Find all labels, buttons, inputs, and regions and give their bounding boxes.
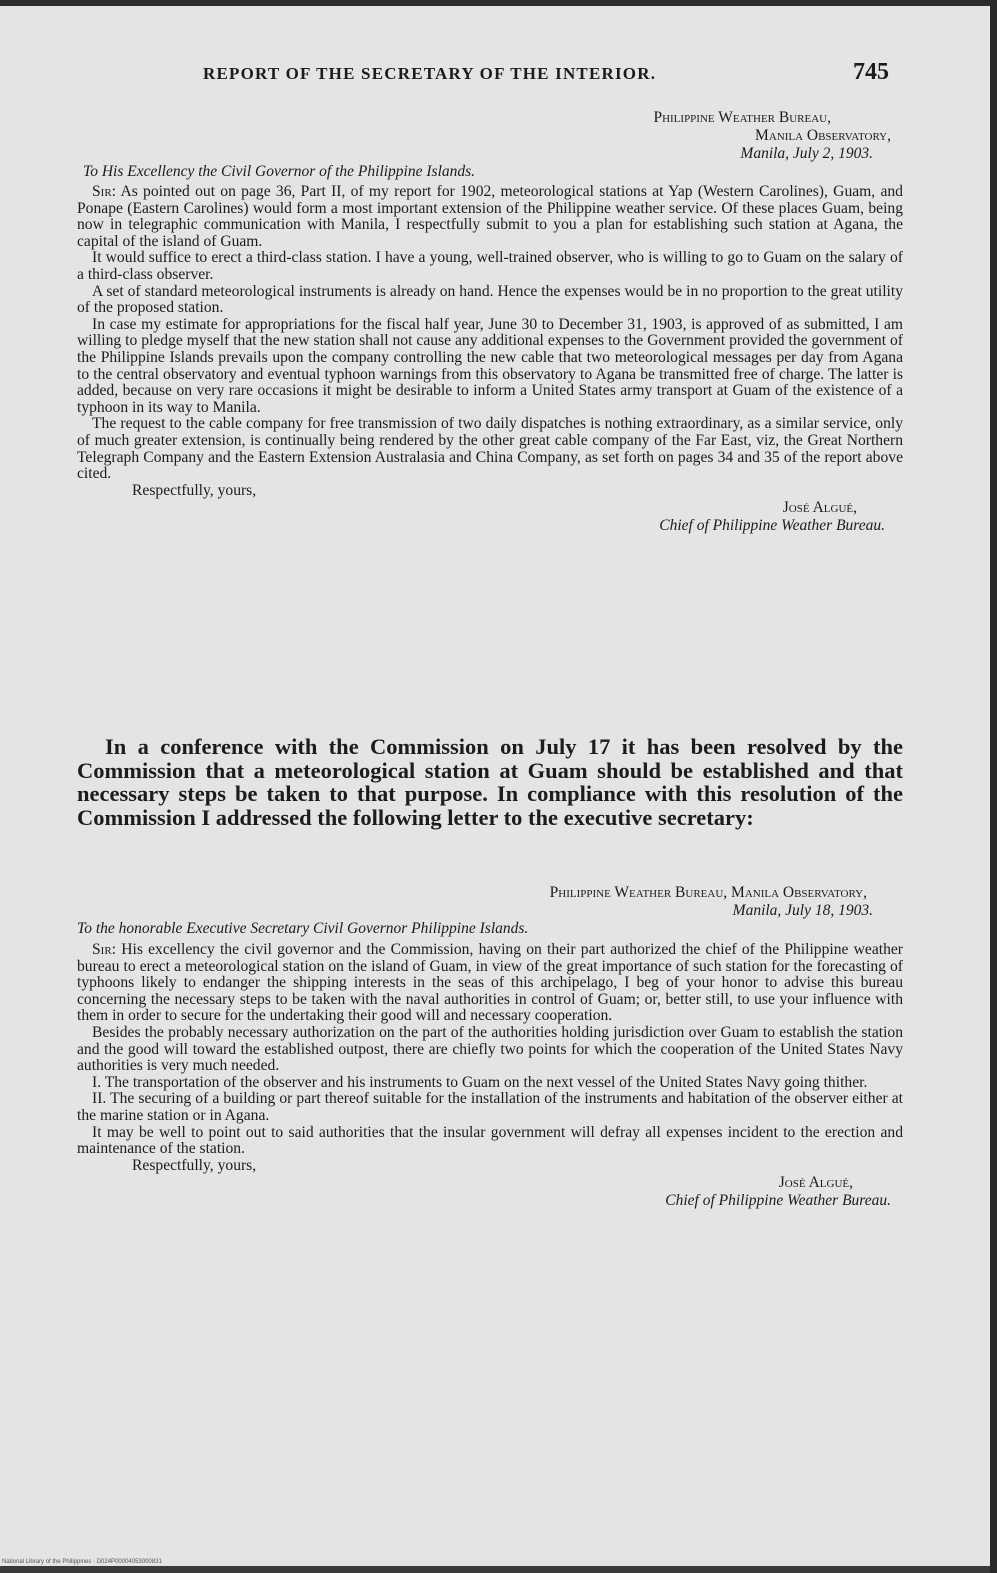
- letter-2-closing: Respectfully, yours,: [132, 1156, 257, 1174]
- paragraph-text: His excellency the civil governor and the Commission, having on their part authorized the chief of the Philippine weather bureau to erect a meteorological station on the island of Guam, in view of the great importance of such station for the forecasting of typhoons likely to endanger the shipping interests in the seas of this archipelago, I beg of your honor to advise this bureau concerning the necessary steps to be taken with the naval authorities in control of Guam; or, better still, to use your influence with them in order to secure for the undertaking their good will and necessary cooperation.: [77, 941, 904, 1025]
- running-head: REPORT OF THE SECRETARY OF THE INTERIOR.: [203, 64, 657, 83]
- letter-1-paragraph: A set of standard meteorological instruments is already on hand. Hence the expenses would be in no proportion to the great utility of the proposed station.: [77, 282, 903, 317]
- body-paragraph: In a conference with the Commission on July 17 it has been resolved by the Commission that a meteorological station at Guam should be established and that necessary steps be taken to that purpose. In compliance with this resolution of the Commission I addressed the following letter to the executive secretary:: [77, 734, 903, 830]
- letter-1-sender-line-1: Philippine Weather Bureau,: [653, 109, 831, 126]
- scan-top-edge: [0, 0, 997, 6]
- letter-2-date: Manila, July 18, 1903.: [732, 902, 873, 919]
- letter-2-paragraph: I. The transportation of the observer and his instruments to Guam on the next vessel of the United States Navy going thither.: [92, 1073, 868, 1091]
- letter-1-signer-title: Chief of Philippine Weather Bureau.: [659, 517, 885, 535]
- letter-2: [77, 884, 903, 1210]
- letter-2-paragraph: It may be well to point out to said authorities that the insular government will defray all expenses incident to the erection and maintenance of the station.: [77, 1123, 903, 1158]
- letter-2-addressee: To the honorable Executive Secretary Civil Governor Philippine Islands.: [77, 920, 529, 937]
- scan-right-edge: [990, 0, 997, 1573]
- letter-2-paragraph: II. The securing of a building or part thereof suitable for the installation of the instruments and habitation of the observer either at the marine station or in Agana.: [77, 1090, 903, 1124]
- letter-1: [77, 109, 903, 535]
- letter-1-sender-line-2: Manila Observatory,: [755, 127, 891, 144]
- scanned-page: [0, 6, 990, 1566]
- letter-1-paragraph: In case my estimate for appropriations for the fiscal half year, June 30 to December 31, 1903, is approved of as submitted, I am willing to pledge myself that the new station shall not cause any additional expenses to the Government provided the government of the Philippine Islands prevails upon the company controlling the new cable that two meteorological messages per day from Agana to the central observatory and eventual typhoon warnings from this observatory to Agana be transmitted free of charge. The latter is added, because on very rare occasions it might be desirable to inform a United States army transport at Guam of the existence of a typhoon in its way to Manila.: [77, 315, 903, 416]
- letter-1-paragraph: [77, 184, 903, 250]
- scan-footer: National Library of the Philippines · D024P00004053000831: [2, 1559, 162, 1565]
- body-text-block: [77, 735, 903, 829]
- letter-2-paragraph: Besides the probably necessary authorization on the part of the authorities holding jurisdiction over Guam to establish the station and the good will toward the established outpost, there are chiefly two points for which the cooperation of the United States Navy authorities is very much needed.: [77, 1023, 903, 1075]
- letter-1-signer-name: José Algué,: [782, 499, 857, 517]
- salutation: Sir:: [92, 941, 117, 958]
- letter-2-signer-title: Chief of Philippine Weather Bureau.: [665, 1192, 891, 1210]
- letter-1-closing: Respectfully, yours,: [132, 481, 257, 499]
- page-number: 745: [853, 59, 889, 85]
- letter-2-signer-name: José Algué,: [778, 1174, 853, 1192]
- letter-2-sender: Philippine Weather Bureau, Manila Observatory,: [549, 884, 867, 901]
- salutation: Sir:: [92, 183, 117, 200]
- letter-1-date: Manila, July 2, 1903.: [740, 145, 873, 162]
- paragraph-text: As pointed out on page 36, Part II, of my report for 1902, meteorological stations at Yap (Western Carolines), Guam, and Ponape (Eastern Carolines) would form a most important extension of the Philippine weather service. Of these places Guam, being now in telegraphic communication with Manila, I respectfully submit to you a plan for establishing such station at Agana, the capital of the island of Guam.: [77, 183, 903, 250]
- letter-1-paragraph: The request to the cable company for free transmission of two daily dispatches is nothing extraordinary, as a similar service, only of much greater extension, is continually being rendered by the other great cable company of the Far East, viz, the Great Northern Telegraph Company and the Eastern Extension Australasia and China Company, as set forth on pages 34 and 35 of the report above cited.: [77, 415, 903, 483]
- letter-2-paragraph: [77, 942, 903, 1025]
- letter-1-paragraph: It would suffice to erect a third-class station. I have a young, well-trained observer, who is willing to go to Guam on the salary of a third-class observer.: [77, 249, 903, 283]
- letter-1-addressee: To His Excellency the Civil Governor of the Philippine Islands.: [83, 163, 476, 180]
